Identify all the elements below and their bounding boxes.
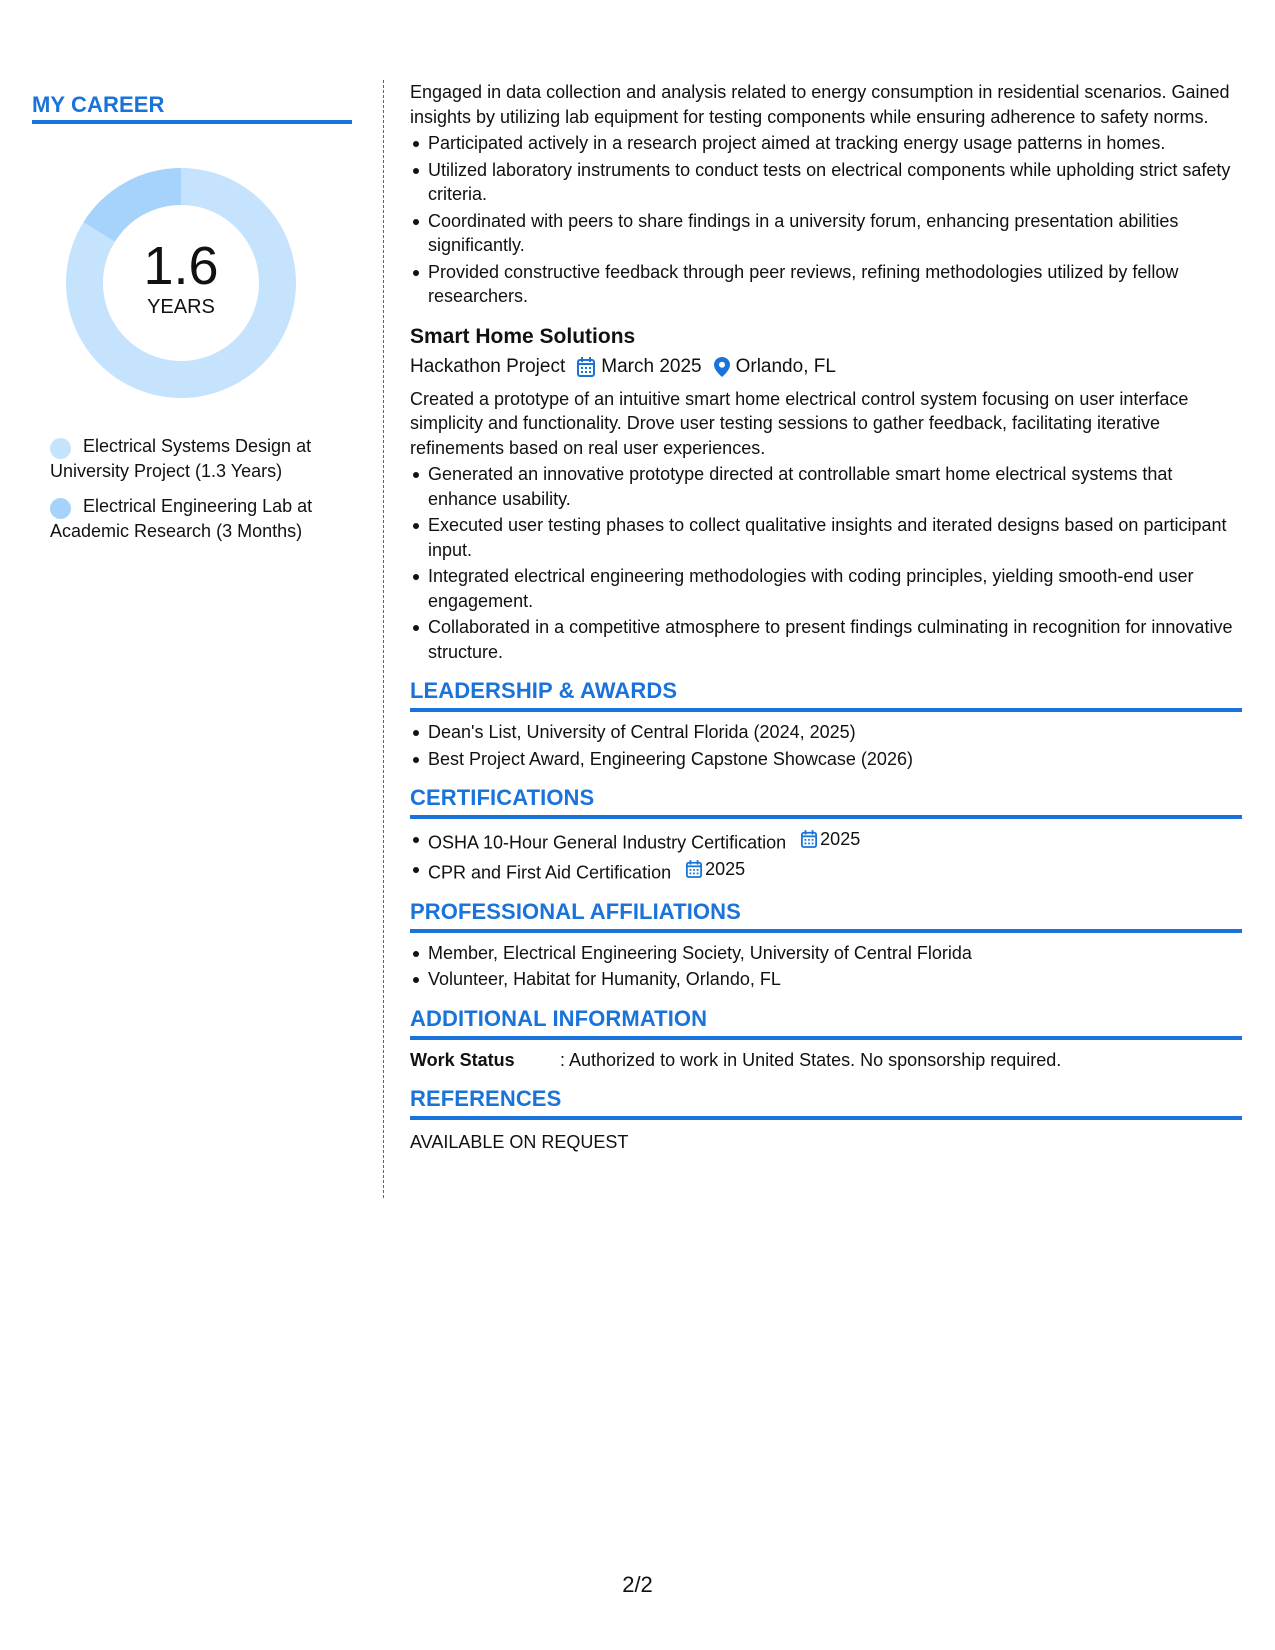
experience-bullets (410, 131, 1242, 309)
calendar-icon (686, 860, 702, 878)
list-item: Coordinated with peers to share findings in a university forum, enhancing presentation abilities significantly. (428, 209, 1242, 258)
career-total-unit: YEARS (147, 296, 215, 318)
leadership-list (410, 720, 1242, 771)
additional-info-heading: ADDITIONAL INFORMATION (410, 1006, 1242, 1040)
list-item: Executed user testing phases to collect qualitative insights and iterated designs based on participant input. (428, 513, 1242, 562)
certifications-list (410, 827, 1242, 885)
certifications-section (410, 785, 1242, 885)
career-total-value: 1.6 (143, 236, 219, 296)
affiliations-list (410, 941, 1242, 992)
legend-label: Electrical Engineering Lab at Academic Research (3 Months) (50, 496, 313, 541)
legend-dot-icon (50, 438, 71, 459)
work-status-label: Work Status (410, 1049, 515, 1070)
certification-year: 2025 (820, 829, 861, 849)
list-item: Best Project Award, Engineering Capstone Showcase (2026) (428, 747, 1242, 772)
references-section (410, 1086, 1242, 1154)
work-status-row (410, 1048, 1242, 1072)
references-heading: REFERENCES (410, 1086, 1242, 1120)
column-divider (383, 80, 384, 1198)
legend-item (50, 494, 350, 544)
project-location: Orlando, FL (735, 355, 836, 377)
calendar-icon (801, 830, 817, 848)
list-item: Dean's List, University of Central Florida (2024, 2025) (428, 720, 1242, 745)
legend-dot-icon (50, 498, 71, 519)
project-bullets (410, 462, 1242, 664)
career-donut-chart (66, 168, 296, 398)
career-legend (50, 434, 350, 544)
list-item: Provided constructive feedback through peer reviews, refining methodologies utilized by fellow researchers. (428, 260, 1242, 309)
project-date: March 2025 (601, 355, 702, 377)
project-type: Hackathon Project (410, 355, 566, 377)
page-number: 2/2 (622, 1572, 653, 1597)
project-meta (410, 353, 1242, 381)
main-content (410, 80, 1242, 1154)
list-item (428, 827, 1242, 855)
experience-intro: Engaged in data collection and analysis related to energy consumption in residential scenarios. Gained insights by utilizing lab equipment for testing components while ensuring adherence to safety norms. (410, 82, 1230, 127)
calendar-icon (577, 357, 595, 377)
career-sidebar (32, 92, 352, 554)
list-item: Member, Electrical Engineering Society, University of Central Florida (428, 941, 1242, 966)
list-item: Volunteer, Habitat for Humanity, Orlando, FL (428, 967, 1242, 992)
certification-date (686, 857, 745, 882)
certification-date (801, 827, 860, 852)
donut-segment-2 (83, 168, 181, 242)
affiliations-section (410, 899, 1242, 992)
career-heading: MY CAREER (32, 92, 352, 124)
donut-center (66, 238, 296, 318)
project-summary: Created a prototype of an intuitive smart home electrical control system focusing on user interface simplicity and functionality. Drove user testing sessions to gather feedback, facilitating iterative refinements based on real user experiences. (410, 388, 1189, 458)
references-text: AVAILABLE ON REQUEST (410, 1131, 629, 1152)
affiliations-heading: PROFESSIONAL AFFILIATIONS (410, 899, 1242, 933)
list-item: Integrated electrical engineering methodologies with coding principles, yielding smooth-end user engagement. (428, 564, 1242, 613)
list-item: Utilized laboratory instruments to conduct tests on electrical components while upholding strict safety criteria. (428, 158, 1242, 207)
legend-item (50, 434, 350, 484)
leadership-section (410, 678, 1242, 771)
additional-info-section (410, 1006, 1242, 1072)
list-item: Generated an innovative prototype directed at controllable smart home electrical systems that enhance usability. (428, 462, 1242, 511)
certification-name: CPR and First Aid Certification (428, 862, 672, 882)
work-status-value: : Authorized to work in United States. No sponsorship required. (560, 1049, 1062, 1070)
legend-label: Electrical Systems Design at University Project (1.3 Years) (50, 436, 312, 481)
leadership-heading: LEADERSHIP & AWARDS (410, 678, 1242, 712)
certification-year: 2025 (705, 858, 746, 879)
certifications-heading: CERTIFICATIONS (410, 785, 1242, 819)
list-item: Participated actively in a research project aimed at tracking energy usage patterns in homes. (428, 131, 1242, 156)
certification-name: OSHA 10-Hour General Industry Certification (428, 832, 787, 853)
project-title: Smart Home Solutions (410, 324, 636, 348)
location-pin-icon (714, 357, 730, 377)
list-item: Collaborated in a competitive atmosphere to present findings culminating in recognition for innovative structure. (428, 615, 1242, 664)
list-item (428, 857, 1242, 885)
